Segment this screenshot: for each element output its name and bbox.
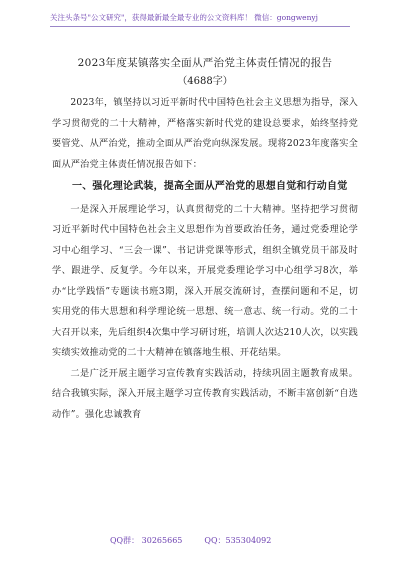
- document-title: 2023年度某镇落实全面从严治党主体责任情况的报告: [77, 57, 333, 69]
- intro-paragraph: 2023年，镇坚持以习近平新时代中国特色社会主义思想为指导，深入学习贯彻党的二十大精神，严格落实新时代党的建设总要求，始终坚持党要管党、从严治党，推动全面从严治党向纵深发展。现将2023年度落实全面从严治党主体责任情况报告如下：: [52, 97, 358, 170]
- footer-contact: [110, 535, 340, 546]
- word-count: （4688字）: [177, 76, 233, 87]
- section-heading: 一、强化理论武装，提高全面从严治党的思想自觉和行动自觉: [72, 181, 348, 192]
- document-body: [52, 55, 358, 425]
- footer-qq: QQ：535304092: [204, 536, 272, 545]
- paragraph-2: 二是广泛开展主题学习宣传教育实践活动，持续巩固主题教育成果。结合我镇实际，深入开展主题学习宣传教育实践活动，不断丰富创新“自选动作”。强化忠诚教育: [52, 367, 358, 420]
- header-banner: 关注头条号"公文研究"，获得最新最全最专业的公文资料库！ 微信：gongwenyj: [50, 12, 350, 27]
- footer-qq-group: QQ群： 30265665: [110, 536, 183, 545]
- paragraph-1: 一是深入开展理论学习，认真贯彻党的二十大精神。坚持把学习贯彻习近平新时代中国特色社会主义思想作为首要政治任务，通过党委理论学习中心组学习、“三会一课”、书记讲党课等形式，组织全镇党员干部及时学、跟进学、反复学。今年以来，开展党委理论学习中心组学习8次，举办“比学践悟”专题读书班3期，深入开展交流研讨，查摆问题和不足，切实用党的伟大思想和科学理论统一思想、统一意志、统一行动。党的二十大召开以来，先后组织4次集中学习研讨班，培训人次达210人次，以实践实绩实效推动党的二十大精神在镇落地生根、开花结果。: [52, 203, 358, 358]
